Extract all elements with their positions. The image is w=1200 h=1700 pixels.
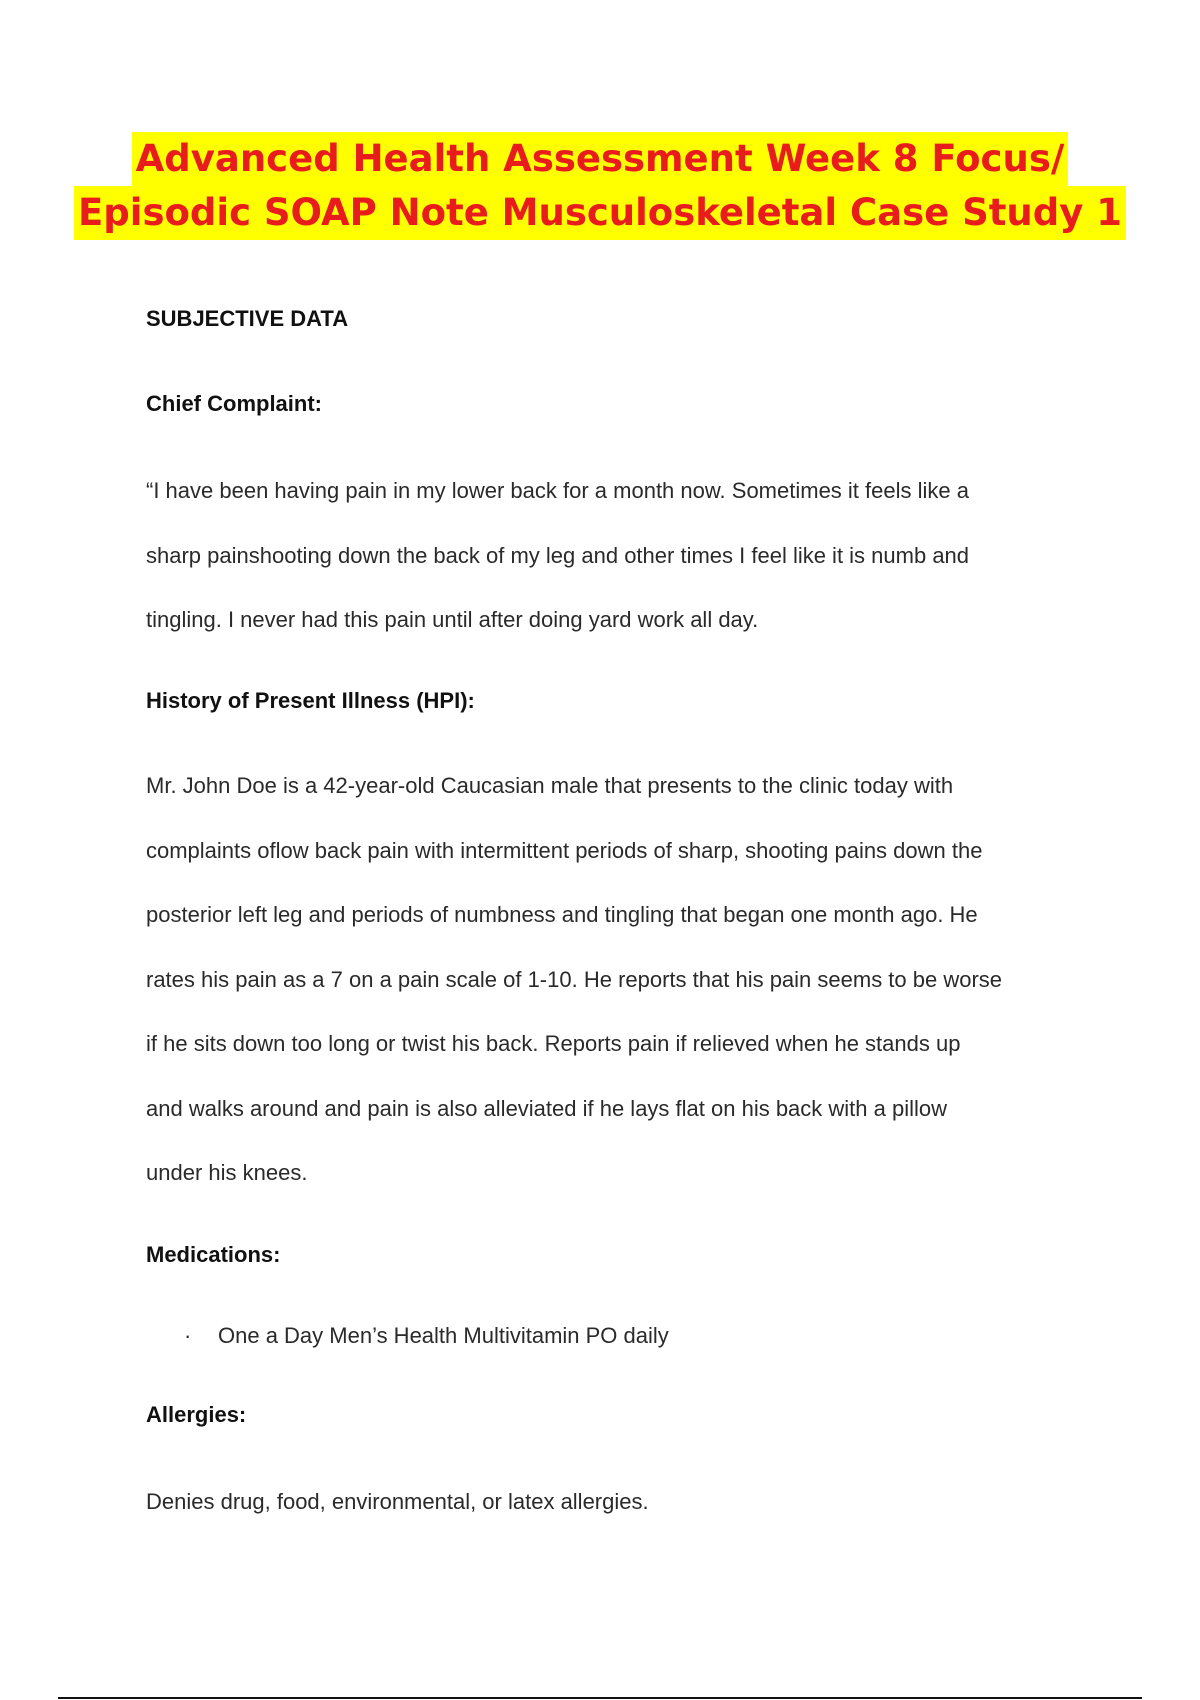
hpi-line: complaints oflow back pain with intermittent periods of sharp, shooting pains down the [146, 838, 983, 863]
hpi-line: Mr. John Doe is a 42-year-old Caucasian male that presents to the clinic today with [146, 773, 954, 798]
title-line-2: Episodic SOAP Note Musculoskeletal Case Study 1 [74, 186, 1126, 240]
hpi-line: under his knees. [146, 1160, 308, 1185]
hpi-line: if he sits down too long or twist his back. Reports pain if relieved when he stands up [146, 1031, 961, 1056]
hpi-line: rates his pain as a 7 on a pain scale of 1-10. He reports that his pain seems to be worse [146, 967, 1003, 992]
hpi-line: and walks around and pain is also alleviated if he lays flat on his back with a pillow [146, 1096, 948, 1121]
chief-complaint-line: sharp painshooting down the back of my leg and other times I feel like it is numb and [146, 543, 970, 568]
medication-item: One a Day Men’s Health Multivitamin PO daily [218, 1323, 669, 1348]
hpi-heading: History of Present Illness (HPI): [146, 688, 475, 713]
chief-complaint-line: “I have been having pain in my lower back for a month now. Sometimes it feels like a [146, 478, 969, 503]
document-title [60, 132, 1140, 240]
medications-heading: Medications: [146, 1242, 281, 1267]
title-line-1: Advanced Health Assessment Week 8 Focus/ [132, 132, 1069, 186]
allergies-heading: Allergies: [146, 1402, 247, 1427]
allergies-text: Denies drug, food, environmental, or latex allergies. [146, 1489, 649, 1514]
chief-complaint-heading: Chief Complaint: [146, 391, 322, 416]
bullet-icon: · [184, 1323, 192, 1348]
hpi-line: posterior left leg and periods of numbness and tingling that began one month ago. He [146, 902, 978, 927]
footer-divider [58, 1697, 1142, 1699]
chief-complaint-line: tingling. I never had this pain until after doing yard work all day. [146, 607, 759, 632]
section-heading-subjective: SUBJECTIVE DATA [146, 306, 349, 331]
